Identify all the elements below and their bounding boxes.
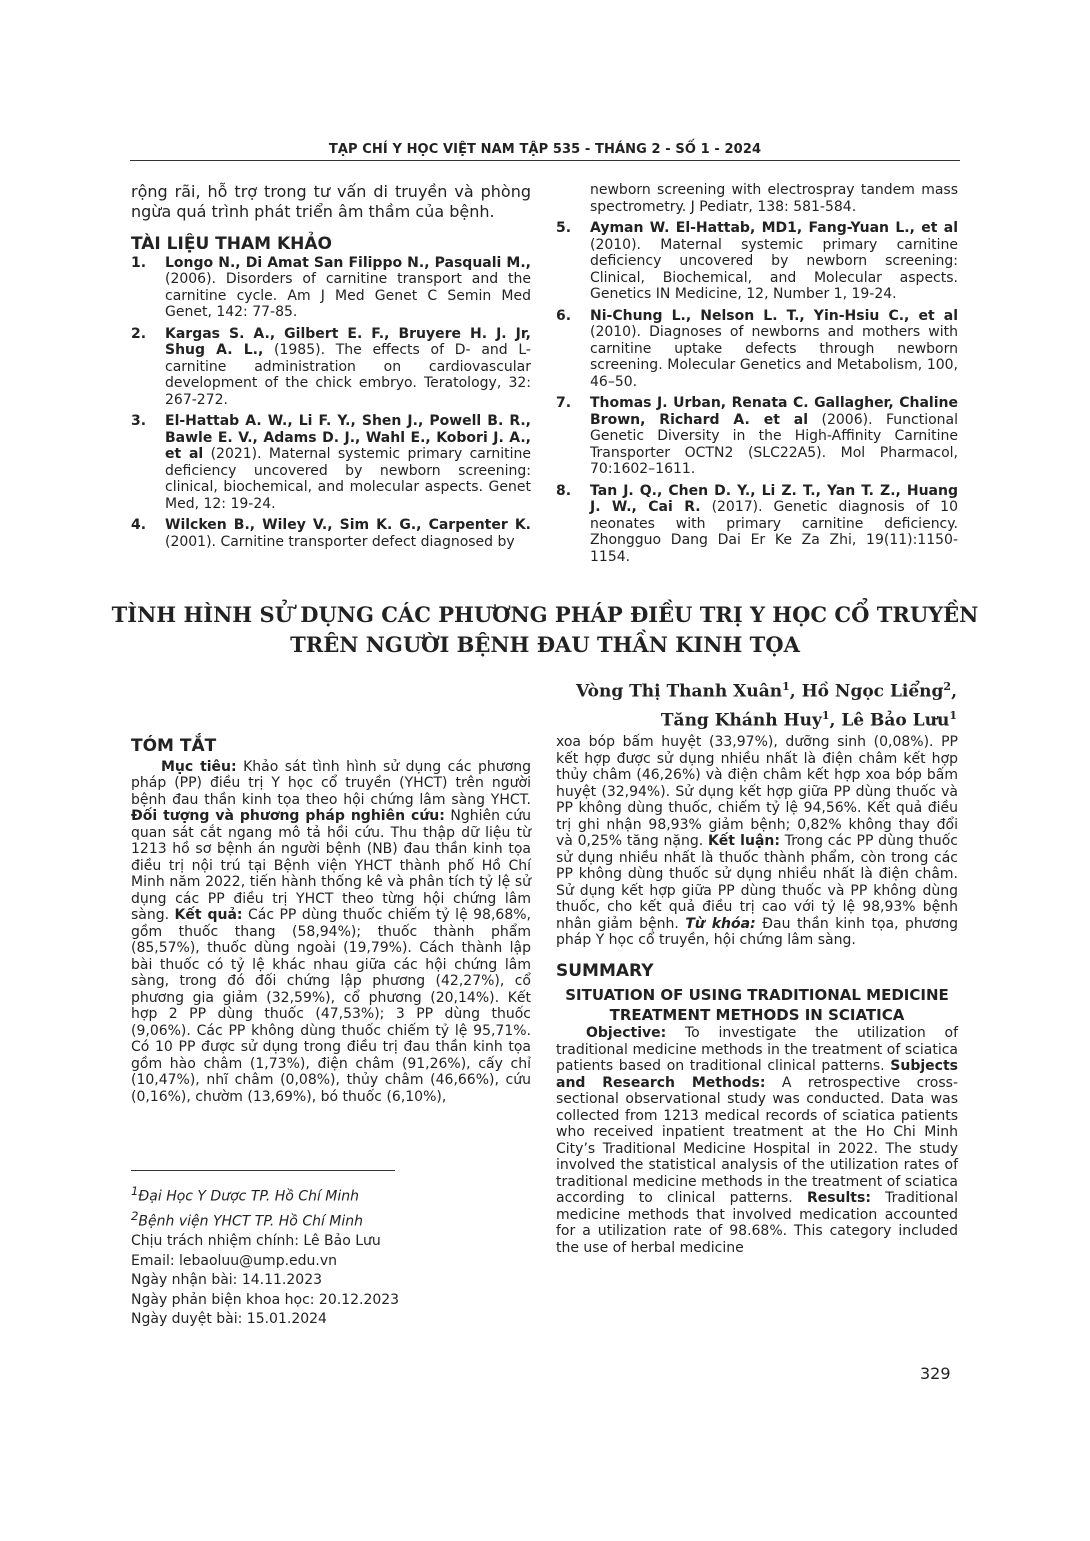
- article-title: [100, 600, 990, 660]
- author-name: Hồ Ngọc Liểng: [801, 681, 944, 702]
- reference-number: 7.: [556, 395, 572, 411]
- reference-number: 3.: [131, 413, 147, 429]
- right-column-bottom: [556, 734, 958, 1256]
- abstract-vi-heading: TÓM TẮT: [131, 736, 217, 756]
- summary-results-label: Results:: [806, 1190, 871, 1206]
- email: Email: lebaoluu@ump.edu.vn: [131, 1252, 338, 1269]
- objective-label: Mục tiêu:: [161, 758, 237, 775]
- reference-details: (2017). Genetic diagnosis of 10 neonates with primary carnitine deficiency. Zhongguo Dang Dai Er Ke Za Zhi, 19(11):1150-1154.: [590, 499, 958, 565]
- affiliation-2: $^2$Bệnh viện YHCT TP. Hồ Chí Minh: [131, 1209, 364, 1230]
- authors-line-1: [576, 675, 957, 704]
- summary-paragraph: [556, 1025, 958, 1256]
- author-name: Vòng Thị Thanh Xuân: [575, 681, 783, 702]
- methods-text: Nghiên cứu quan sát cắt ngang mô tả hồi cứu. Thu thập dữ liệu từ 1213 hồ sơ bệnh án người bệnh (NB) đau thần kinh tọa điều trị nội trú tại Bệnh viện YHCT thành phố Hồ Chí Minh năm 2022, tiến hành thống kê và phân tích tỷ lệ sử dụng các PP điều trị YHCT theo từng hội chứng lâm sàng.: [131, 808, 531, 923]
- reference-text: [165, 255, 531, 321]
- author-separator: ,: [789, 681, 802, 702]
- reference-number: 6.: [556, 307, 572, 324]
- reference-authors: Wilcken B., Wiley V., Sim K. G., Carpenter K.: [165, 517, 531, 533]
- reference-number: 4.: [131, 517, 147, 533]
- summary-title: [556, 985, 958, 1025]
- date-accepted: Ngày duyệt bài: 15.01.2024: [131, 1311, 327, 1328]
- keywords-label: Từ khóa:: [685, 915, 756, 932]
- references-list-right: [556, 220, 958, 565]
- reference-text: [165, 413, 531, 512]
- reference-authors: Tan J. Q., Chen D. Y., Li Z. T., Yan T. Z., Huang J. W., Cai R.: [590, 482, 958, 515]
- reference-text: [590, 220, 958, 303]
- summary-objective-label: Objective:: [586, 1025, 667, 1041]
- reference-item: [556, 308, 958, 391]
- author-affiliation-mark: 2: [943, 680, 952, 693]
- reference-4-continuation: newborn screening with electrospray tandem mass spectrometry. J Pediatr, 138: 581-584.: [590, 182, 958, 215]
- conclusion-text: Trong các PP dùng thuốc sử dụng nhiều nhất là thuốc thành phẩm, còn trong các PP không dùng thuốc sử dụng nhiều nhất là điện châm. Sử dụng kết hợp giữa PP dùng thuốc và PP không dùng thuốc, cho kết quả điều trị cao với tỷ lệ 98,93% bệnh nhân giảm bệnh.: [556, 833, 958, 932]
- reference-text: [165, 326, 531, 409]
- summary-title-line-1: SITUATION OF USING TRADITIONAL MEDICINE: [565, 986, 949, 1004]
- reference-text: [590, 308, 958, 391]
- reference-authors: Thomas J. Urban, Renata C. Gallagher, Chaline Brown, Richard A. et al: [590, 395, 958, 428]
- author-affiliation-mark: 1: [821, 708, 830, 722]
- reference-item: [131, 326, 531, 409]
- reference-item: [131, 413, 531, 512]
- reference-number: 5.: [556, 220, 572, 236]
- footnote-divider: [131, 1170, 395, 1171]
- reference-authors: Longo N., Di Amat San Filippo N., Pasquali M.,: [165, 254, 531, 271]
- reference-number: 1.: [131, 254, 147, 271]
- right-column-top: [556, 182, 958, 570]
- authors-line-2: [576, 704, 957, 733]
- reference-item: [556, 395, 958, 478]
- summary-title-line-2: TREATMENT METHODS IN SCIATICA: [609, 1006, 905, 1024]
- reference-number: 8.: [556, 482, 572, 499]
- abstract-vi-continuation: [556, 734, 958, 949]
- abstract-vi: [131, 738, 531, 1105]
- reference-authors: Ayman W. El-Hattab, MD1, Fang-Yuan L., et al: [590, 220, 958, 236]
- reference-authors: Kargas S. A., Gilbert E. F., Bruyere H. J. Jr, Shug A. L.,: [165, 325, 531, 358]
- affiliation-1: $^1$Đại Học Y Dược TP. Hồ Chí Minh: [131, 1184, 360, 1205]
- author-name: Lê Bảo Lưu: [841, 710, 950, 731]
- reference-details: (1985). The effects of D- and L-carnitine administration on cardiovascular development of the chick embryo. Teratology, 32: 267-272.: [165, 342, 531, 408]
- reference-details: (2006). Functional Genetic Diversity in the High-Affinity Carnitine Transporter OCTN2 (SLC22A5). Mol Pharmacol, 70:1602–1611.: [590, 411, 958, 477]
- objective-text: Khảo sát tình hình sử dụng các phương pháp (PP) điều trị Y học cổ truyền (YHCT) trên người bệnh đau thần kinh tọa theo hội chứng lâm sàng YHCT.: [131, 758, 531, 808]
- author-affiliation-mark: 1: [782, 680, 790, 693]
- article-title-line-2: TRÊN NGƯỜI BỆNH ĐAU THẦN KINH TỌA: [290, 632, 800, 657]
- reference-authors: El-Hattab A. W., Li F. Y., Shen J., Powell B. R., Bawle E. V., Adams D. J., Wahl E., Kobori J. A., et al: [165, 413, 531, 462]
- date-received: Ngày nhận bài: 14.11.2023: [131, 1272, 323, 1289]
- author-name: Tăng Khánh Huy: [660, 710, 822, 731]
- summary-methods-text: A retrospective cross-sectional observational study was conducted. Data was collected from 1213 medical records of sciatica patients who received inpatient treatment at the Ho Chi Minh City’s Traditional Medicine Hospital in 2022. The study involved the statistical analysis of the utilization rates of traditional medicine methods in the treatment of sciatica according to clinical patterns.: [556, 1074, 958, 1206]
- left-column-top: [131, 182, 531, 555]
- summary-results-text: Traditional medicine methods that involved medication accounted for a utilization rate of 98.68%. This category included the use of herbal medicine: [556, 1190, 959, 1256]
- summary-heading: SUMMARY: [556, 960, 654, 981]
- reference-details: (2006). Disorders of carnitine transport and the carnitine cycle. Am J Med Genet C Semin Med Genet, 142: 77-85.: [165, 271, 531, 320]
- page-number: 329: [920, 1364, 951, 1383]
- author-separator: ,: [951, 681, 957, 702]
- journal-header: TẠP CHÍ Y HỌC VIỆT NAM TẬP 535 - THÁNG 2 - SỐ 1 - 2024: [328, 142, 762, 157]
- article-authors: [576, 675, 957, 732]
- reference-number: 2.: [131, 325, 147, 342]
- reference-text: [590, 483, 958, 566]
- header-divider: [130, 160, 960, 161]
- reference-details: (2021). Maternal systemic primary carnitine deficiency uncovered by newborn screening: clinical, biochemical, and molecular aspects. Genet Med, 12: 19-24.: [165, 446, 531, 512]
- references-list-left: [131, 255, 531, 551]
- reference-text: [165, 517, 531, 550]
- references-heading: TÀI LIỆU THAM KHẢO: [131, 234, 332, 254]
- results-label: Kết quả:: [174, 907, 243, 923]
- conclusion-label: Kết luận:: [707, 833, 780, 849]
- article-title-line-1: TÌNH HÌNH SỬ DỤNG CÁC PHƯƠNG PHÁP ĐIỀU TRỊ Y HỌC CỔ TRUYỀN: [111, 602, 979, 627]
- reference-details: (2010). Maternal systemic primary carnitine deficiency uncovered by newborn screening: Clinical, Biochemical, and Molecular aspects. Genetics IN Medicine, 12, Number 1, 19-24.: [590, 236, 958, 302]
- footnotes: [131, 1182, 531, 1330]
- date-reviewed: Ngày phản biện khoa học: 20.12.2023: [131, 1291, 400, 1308]
- author-separator: ,: [829, 710, 842, 731]
- results-continued-text: xoa bóp bấm huyệt (33,97%), dưỡng sinh (0,08%). PP kết hợp được sử dụng nhiều nhất là điện châm kết hợp thủy châm (46,26%) và điện châm kết hợp xoa bóp bấm huyệt (32,94%). Sử dụng kết hợp giữa PP dùng thuốc và PP không dùng thuốc, chiếm tỷ lệ 94,56%. Kết quả điều trị ghi nhận 98,93% giảm bệnh; 0,82% không thay đổi và 0,25% tăng nặng.: [556, 734, 958, 849]
- reference-item: [556, 220, 958, 303]
- responsible-author: Chịu trách nhiệm chính: Lê Bảo Lưu: [131, 1233, 381, 1250]
- reference-text: [590, 395, 958, 478]
- results-text: Các PP dùng thuốc chiếm tỷ lệ 98,68%, gồm thuốc thang (58,94%); thuốc thành phẩm (85,57%), thuốc dùng ngoài (19,79%). Cách thành lập bài thuốc có tỷ lệ khác nhau giữa các hội chứng lâm sàng, trong đó đối chứng lập phương (42,27%), cổ phương gia giảm (32,59%), cổ phương (20,14%). Kết hợp 2 PP dùng thuốc (47,53%); 3 PP dùng thuốc (9,06%). Các PP không dùng thuốc chiếm tỷ lệ 95,71%. Có 10 PP được sử dụng trong điều trị đau thần kinh tọa gồm hào châm (1,73%), điện châm (91,26%), cấy chỉ (10,47%), nhĩ châm (0,08%), thủy châm (46,66%), cứu (0,16%), chườm (13,69%), bó thuốc (6,10%),: [131, 907, 531, 1105]
- keywords-text: Đau thần kinh tọa, phương pháp Y học cổ truyền, hội chứng lâm sàng.: [556, 915, 958, 948]
- summary-methods-label: Subjects and Research Methods:: [556, 1058, 958, 1091]
- intro-paragraph: rộng rãi, hỗ trợ trong tư vấn di truyền và phòng ngừa quá trình phát triển âm thầm của bệnh.: [131, 182, 531, 221]
- reference-item: [131, 255, 531, 321]
- reference-details: (2001). Carnitine transporter defect diagnosed by: [165, 533, 515, 550]
- reference-item: [556, 483, 958, 566]
- summary-objective-text: To investigate the utilization of traditional medicine methods in the treatment of sciatica patients based on traditional clinical patterns.: [556, 1025, 958, 1074]
- author-affiliation-mark: 1: [949, 708, 957, 722]
- reference-item: [131, 517, 531, 550]
- methods-label: Đối tượng và phương pháp nghiên cứu:: [131, 808, 445, 824]
- reference-details: (2010). Diagnoses of newborns and mothers with carnitine uptake defects through newborn screening. Molecular Genetics and Metabolism, 100, 46–50.: [590, 324, 958, 390]
- reference-authors: Ni-Chung L., Nelson L. T., Yin-Hsiu C., et al: [590, 307, 958, 324]
- abstract-vi-paragraph: [131, 759, 531, 1106]
